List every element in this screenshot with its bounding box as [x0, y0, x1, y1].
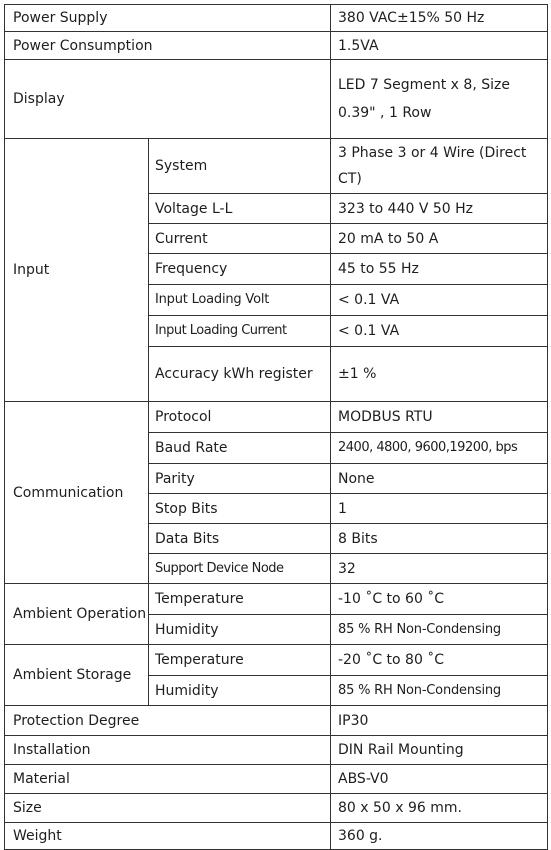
row-label-frequency: Frequency — [149, 254, 331, 285]
row-value-current: 20 mA to 50 A — [331, 224, 548, 254]
table-row — [5, 645, 548, 676]
row-label-material: Material — [5, 765, 331, 794]
row-label-power-consumption: Power Consumption — [5, 32, 331, 60]
row-value-display: LED 7 Segment x 8, Size 0.39" , 1 Row — [331, 60, 548, 139]
row-label-system: System — [149, 139, 331, 194]
specification-table — [4, 4, 548, 850]
group-label-ambient-storage: Ambient Storage — [5, 645, 149, 706]
table-row — [5, 60, 548, 139]
row-label-accuracy: Accuracy kWh register — [149, 347, 331, 402]
row-value-protocol: MODBUS RTU — [331, 402, 548, 433]
row-value-material: ABS-V0 — [331, 765, 548, 794]
row-value-support-device-node: 32 — [331, 554, 548, 584]
row-value-storage-humidity: 85 % RH Non-Condensing — [331, 676, 548, 706]
table-row — [5, 765, 548, 794]
row-value-power-supply: 380 VAC±15% 50 Hz — [331, 5, 548, 32]
row-value-baud-rate: 2400, 4800, 9600,19200, bps — [331, 433, 548, 464]
group-label-input: Input — [5, 139, 149, 402]
row-label-input-loading-current: Input Loading Current — [149, 316, 331, 347]
row-label-protocol: Protocol — [149, 402, 331, 433]
row-label-operation-temperature: Temperature — [149, 584, 331, 615]
table-row — [5, 706, 548, 736]
group-label-ambient-operation: Ambient Operation — [5, 584, 149, 645]
table-row — [5, 139, 548, 194]
row-label-data-bits: Data Bits — [149, 524, 331, 554]
table-row — [5, 823, 548, 850]
table-row — [5, 402, 548, 433]
row-label-current: Current — [149, 224, 331, 254]
row-value-system: 3 Phase 3 or 4 Wire (Direct CT) — [331, 139, 548, 194]
row-label-operation-humidity: Humidity — [149, 615, 331, 645]
row-label-size: Size — [5, 794, 331, 823]
row-value-input-loading-current: < 0.1 VA — [331, 316, 548, 347]
row-label-baud-rate: Baud Rate — [149, 433, 331, 464]
row-value-data-bits: 8 Bits — [331, 524, 548, 554]
row-label-storage-humidity: Humidity — [149, 676, 331, 706]
table-row — [5, 794, 548, 823]
table-row — [5, 736, 548, 765]
row-value-protection-degree: IP30 — [331, 706, 548, 736]
table-row — [5, 32, 548, 60]
row-value-power-consumption: 1.5VA — [331, 32, 548, 60]
row-label-weight: Weight — [5, 823, 331, 850]
row-value-accuracy: ±1 % — [331, 347, 548, 402]
row-label-installation: Installation — [5, 736, 331, 765]
row-value-storage-temperature: -20 ˚C to 80 ˚C — [331, 645, 548, 676]
row-value-stop-bits: 1 — [331, 494, 548, 524]
row-value-size: 80 x 50 x 96 mm. — [331, 794, 548, 823]
row-label-voltage: Voltage L-L — [149, 194, 331, 224]
row-label-power-supply: Power Supply — [5, 5, 331, 32]
row-value-frequency: 45 to 55 Hz — [331, 254, 548, 285]
table-row — [5, 584, 548, 615]
row-label-stop-bits: Stop Bits — [149, 494, 331, 524]
row-label-storage-temperature: Temperature — [149, 645, 331, 676]
row-value-parity: None — [331, 464, 548, 494]
row-value-operation-temperature: -10 ˚C to 60 ˚C — [331, 584, 548, 615]
row-label-support-device-node: Support Device Node — [149, 554, 331, 584]
row-value-input-loading-volt: < 0.1 VA — [331, 285, 548, 316]
table-row — [5, 5, 548, 32]
row-value-weight: 360 g. — [331, 823, 548, 850]
row-value-installation: DIN Rail Mounting — [331, 736, 548, 765]
row-label-protection-degree: Protection Degree — [5, 706, 331, 736]
row-value-voltage: 323 to 440 V 50 Hz — [331, 194, 548, 224]
row-label-parity: Parity — [149, 464, 331, 494]
row-label-input-loading-volt: Input Loading Volt — [149, 285, 331, 316]
row-label-display: Display — [5, 60, 331, 139]
row-value-operation-humidity: 85 % RH Non-Condensing — [331, 615, 548, 645]
group-label-communication: Communication — [5, 402, 149, 584]
